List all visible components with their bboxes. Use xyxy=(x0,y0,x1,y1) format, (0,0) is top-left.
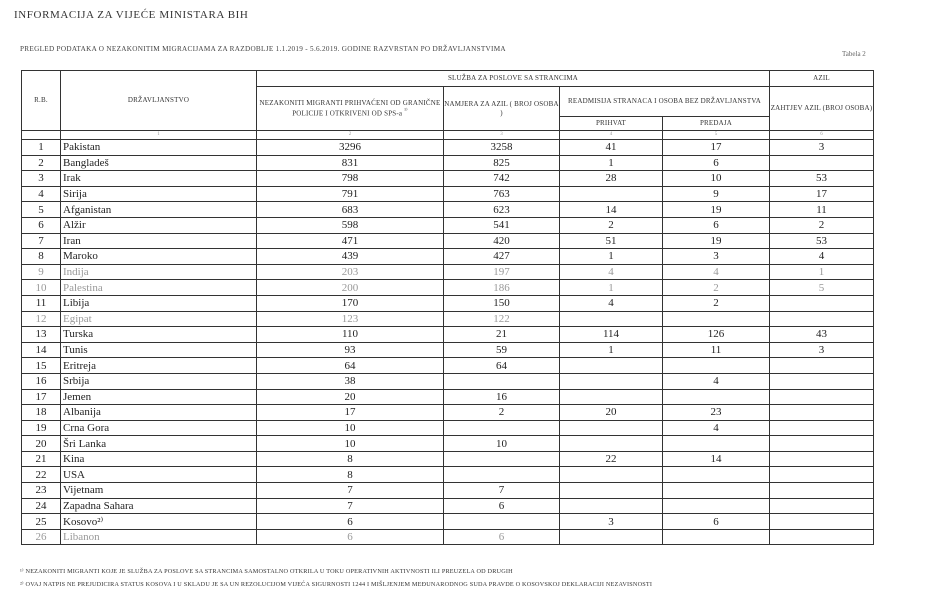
table-row xyxy=(22,249,874,265)
country-name: Šri Lanka xyxy=(61,436,257,452)
cell-namjera: 3258 xyxy=(444,140,560,156)
cell-predaja: 14 xyxy=(663,451,770,467)
cell-migranti: 38 xyxy=(257,373,444,389)
cell-prihvat: 20 xyxy=(560,405,663,421)
cell-predaja: 3 xyxy=(663,249,770,265)
row-number: 23 xyxy=(22,483,61,499)
cell-azil xyxy=(770,358,874,374)
row-number: 21 xyxy=(22,451,61,467)
cell-predaja: 19 xyxy=(663,202,770,218)
cell-namjera: 59 xyxy=(444,342,560,358)
cell-azil xyxy=(770,405,874,421)
table-row xyxy=(22,186,874,202)
table-row xyxy=(22,217,874,233)
row-number: 1 xyxy=(22,140,61,156)
cell-prihvat xyxy=(560,311,663,327)
col-header-sluzba: SLUŽBA ZA POSLOVE SA STRANCIMA xyxy=(257,71,770,87)
cell-migranti: 110 xyxy=(257,327,444,343)
table-row xyxy=(22,202,874,218)
cell-azil xyxy=(770,155,874,171)
cell-predaja: 9 xyxy=(663,186,770,202)
table-row xyxy=(22,436,874,452)
row-number: 2 xyxy=(22,155,61,171)
document-header: INFORMACIJA ZA VIJEĆE MINISTARA BIH xyxy=(14,9,249,21)
row-number: 17 xyxy=(22,389,61,405)
cell-migranti: 10 xyxy=(257,420,444,436)
cell-predaja: 6 xyxy=(663,155,770,171)
cell-namjera xyxy=(444,514,560,530)
cell-migranti: 17 xyxy=(257,405,444,421)
cell-prihvat: 4 xyxy=(560,295,663,311)
document-subtitle: PREGLED PODATAKA O NEZAKONITIM MIGRACIJAMA ZA RAZDOBLJE 1.1.2019 - 5.6.2019. GODINE RAZVRSTAN PO DRŽAVLJANSTVIMA xyxy=(20,45,506,53)
cell-prihvat xyxy=(560,420,663,436)
cell-prihvat: 28 xyxy=(560,171,663,187)
row-number: 9 xyxy=(22,264,61,280)
col-number: 5 xyxy=(663,131,770,140)
cell-namjera: 197 xyxy=(444,264,560,280)
table-row xyxy=(22,483,874,499)
cell-namjera: 10 xyxy=(444,436,560,452)
cell-predaja xyxy=(663,311,770,327)
cell-azil xyxy=(770,483,874,499)
cell-namjera xyxy=(444,467,560,483)
row-number: 26 xyxy=(22,529,61,545)
row-number: 25 xyxy=(22,514,61,530)
country-name: Iran xyxy=(61,233,257,249)
row-number: 13 xyxy=(22,327,61,343)
row-number: 24 xyxy=(22,498,61,514)
cell-migranti: 123 xyxy=(257,311,444,327)
cell-azil xyxy=(770,373,874,389)
table-row xyxy=(22,327,874,343)
cell-azil xyxy=(770,529,874,545)
country-name: Crna Gora xyxy=(61,420,257,436)
cell-azil xyxy=(770,451,874,467)
cell-migranti: 7 xyxy=(257,498,444,514)
cell-migranti: 791 xyxy=(257,186,444,202)
cell-azil xyxy=(770,467,874,483)
cell-namjera: 763 xyxy=(444,186,560,202)
table-row xyxy=(22,295,874,311)
cell-namjera xyxy=(444,451,560,467)
cell-migranti: 598 xyxy=(257,217,444,233)
row-number: 15 xyxy=(22,358,61,374)
row-number: 19 xyxy=(22,420,61,436)
cell-azil: 17 xyxy=(770,186,874,202)
table-row xyxy=(22,280,874,296)
cell-prihvat xyxy=(560,529,663,545)
cell-predaja: 10 xyxy=(663,171,770,187)
table-row xyxy=(22,264,874,280)
country-name: Egipat xyxy=(61,311,257,327)
country-name: Irak xyxy=(61,171,257,187)
cell-prihvat xyxy=(560,436,663,452)
cell-prihvat: 2 xyxy=(560,217,663,233)
col-number: 2 xyxy=(257,131,444,140)
cell-azil xyxy=(770,295,874,311)
cell-prihvat: 51 xyxy=(560,233,663,249)
country-name: Indija xyxy=(61,264,257,280)
cell-prihvat: 1 xyxy=(560,249,663,265)
cell-prihvat xyxy=(560,483,663,499)
table-row xyxy=(22,358,874,374)
cell-migranti: 8 xyxy=(257,467,444,483)
col-number: 3 xyxy=(444,131,560,140)
cell-azil: 11 xyxy=(770,202,874,218)
cell-predaja xyxy=(663,389,770,405)
country-name: Srbija xyxy=(61,373,257,389)
table-row xyxy=(22,389,874,405)
cell-migranti: 6 xyxy=(257,514,444,530)
country-name: Albanija xyxy=(61,405,257,421)
cell-migranti: 439 xyxy=(257,249,444,265)
col-header-prihvat: PRIHVAT xyxy=(560,117,663,131)
cell-migranti: 3296 xyxy=(257,140,444,156)
row-number: 16 xyxy=(22,373,61,389)
table-number-label: Tabela 2 xyxy=(842,50,866,58)
cell-azil: 53 xyxy=(770,233,874,249)
row-number: 3 xyxy=(22,171,61,187)
cell-migranti: 7 xyxy=(257,483,444,499)
table-row xyxy=(22,529,874,545)
table-row xyxy=(22,467,874,483)
cell-predaja: 6 xyxy=(663,217,770,233)
cell-namjera xyxy=(444,420,560,436)
col-header-migranti-text: NEZAKONITI MIGRANTI PRIHVAĆENI OD GRANIČNE POLICIJE I OTKRIVENI OD SPS-a xyxy=(259,99,441,118)
table-body xyxy=(22,140,874,545)
cell-predaja: 17 xyxy=(663,140,770,156)
cell-migranti: 200 xyxy=(257,280,444,296)
country-name: Alžir xyxy=(61,217,257,233)
cell-migranti: 8 xyxy=(257,451,444,467)
cell-azil xyxy=(770,498,874,514)
cell-azil: 2 xyxy=(770,217,874,233)
table-row xyxy=(22,140,874,156)
country-name: Sirija xyxy=(61,186,257,202)
cell-namjera: 2 xyxy=(444,405,560,421)
cell-predaja: 2 xyxy=(663,295,770,311)
cell-predaja: 6 xyxy=(663,514,770,530)
col-number: 1 xyxy=(61,131,257,140)
cell-namjera: 541 xyxy=(444,217,560,233)
cell-namjera: 623 xyxy=(444,202,560,218)
cell-predaja: 2 xyxy=(663,280,770,296)
country-name: Eritreja xyxy=(61,358,257,374)
cell-predaja xyxy=(663,498,770,514)
cell-namjera: 742 xyxy=(444,171,560,187)
cell-namjera: 16 xyxy=(444,389,560,405)
cell-azil: 53 xyxy=(770,171,874,187)
table-row xyxy=(22,514,874,530)
col-header-drzavljanstvo: DRŽAVLJANSTVO xyxy=(61,71,257,131)
cell-prihvat xyxy=(560,358,663,374)
row-number: 20 xyxy=(22,436,61,452)
cell-predaja: 4 xyxy=(663,373,770,389)
col-number: 4 xyxy=(560,131,663,140)
cell-migranti: 831 xyxy=(257,155,444,171)
country-name: Libanon xyxy=(61,529,257,545)
cell-namjera: 186 xyxy=(444,280,560,296)
table-row xyxy=(22,373,874,389)
row-number: 5 xyxy=(22,202,61,218)
col-number: 6 xyxy=(770,131,874,140)
col-header-predaja: PREDAJA xyxy=(663,117,770,131)
country-name: Libija xyxy=(61,295,257,311)
table-row xyxy=(22,498,874,514)
cell-azil xyxy=(770,420,874,436)
cell-predaja xyxy=(663,483,770,499)
cell-predaja xyxy=(663,436,770,452)
country-name: Vijetnam xyxy=(61,483,257,499)
cell-azil: 1 xyxy=(770,264,874,280)
country-name: Maroko xyxy=(61,249,257,265)
country-name: Turska xyxy=(61,327,257,343)
cell-namjera: 6 xyxy=(444,498,560,514)
cell-azil: 5 xyxy=(770,280,874,296)
footnote-ref-1: ¹⁾ xyxy=(404,107,408,114)
cell-prihvat: 114 xyxy=(560,327,663,343)
row-number: 12 xyxy=(22,311,61,327)
cell-azil xyxy=(770,436,874,452)
cell-predaja: 4 xyxy=(663,264,770,280)
cell-azil xyxy=(770,311,874,327)
col-header-azil: AZIL xyxy=(770,71,874,87)
cell-prihvat: 41 xyxy=(560,140,663,156)
cell-prihvat: 4 xyxy=(560,264,663,280)
cell-predaja xyxy=(663,529,770,545)
footnote-1: ¹⁾ NEZAKONITI MIGRANTI KOJE JE SLUŽBA ZA POSLOVE SA STRANCIMA SAMOSTALNO OTKRILA U TOKU OPERATIVNIH AKTIVNOSTI ILI PREUZELA OD DRUGIH xyxy=(20,568,513,575)
cell-prihvat: 1 xyxy=(560,280,663,296)
cell-azil: 4 xyxy=(770,249,874,265)
cell-predaja: 4 xyxy=(663,420,770,436)
cell-namjera: 21 xyxy=(444,327,560,343)
row-number: 4 xyxy=(22,186,61,202)
cell-azil: 3 xyxy=(770,140,874,156)
cell-namjera: 150 xyxy=(444,295,560,311)
country-name: Jemen xyxy=(61,389,257,405)
cell-prihvat xyxy=(560,373,663,389)
cell-migranti: 170 xyxy=(257,295,444,311)
cell-prihvat: 3 xyxy=(560,514,663,530)
table-row xyxy=(22,311,874,327)
cell-migranti: 93 xyxy=(257,342,444,358)
table-row xyxy=(22,233,874,249)
cell-prihvat xyxy=(560,186,663,202)
footnote-2: ²⁾ OVAJ NATPIS NE PREJUDICIRA STATUS KOSOVA I U SKLADU JE SA UN REZOLUCIJOM VIJEĆA SIGURNOSTI 1244 I MIŠLJENJEM MEĐUNARODNOG SUDA PRAVDE O KOSOVSKOJ DEKLARACIJI NEZAVISNOSTI xyxy=(20,581,653,588)
row-number: 14 xyxy=(22,342,61,358)
country-name: Kina xyxy=(61,451,257,467)
table-row xyxy=(22,342,874,358)
country-name: USA xyxy=(61,467,257,483)
country-name: Tunis xyxy=(61,342,257,358)
country-name: Zapadna Sahara xyxy=(61,498,257,514)
cell-predaja: 23 xyxy=(663,405,770,421)
country-name: Kosovo²⁾ xyxy=(61,514,257,530)
cell-prihvat: 1 xyxy=(560,155,663,171)
row-number: 6 xyxy=(22,217,61,233)
cell-migranti: 64 xyxy=(257,358,444,374)
cell-predaja: 11 xyxy=(663,342,770,358)
cell-migranti: 6 xyxy=(257,529,444,545)
country-name: Pakistan xyxy=(61,140,257,156)
row-number: 8 xyxy=(22,249,61,265)
country-name: Bangladeš xyxy=(61,155,257,171)
table-row xyxy=(22,420,874,436)
col-header-migranti xyxy=(257,87,444,131)
cell-prihvat xyxy=(560,467,663,483)
cell-predaja xyxy=(663,358,770,374)
cell-azil: 43 xyxy=(770,327,874,343)
col-header-namjera: NAMJERA ZA AZIL ( BROJ OSOBA ) xyxy=(444,87,560,131)
cell-prihvat: 14 xyxy=(560,202,663,218)
cell-migranti: 798 xyxy=(257,171,444,187)
cell-predaja: 126 xyxy=(663,327,770,343)
row-number: 11 xyxy=(22,295,61,311)
col-header-readmisija: READMISIJA STRANACA I OSOBA BEZ DRŽAVLJANSTVA xyxy=(560,87,770,117)
row-number: 22 xyxy=(22,467,61,483)
migration-table xyxy=(21,70,874,545)
cell-namjera: 6 xyxy=(444,529,560,545)
col-header-zahtjev: ZAHTJEV AZIL (BROJ OSOBA) xyxy=(770,87,874,131)
col-number xyxy=(22,131,61,140)
cell-namjera: 825 xyxy=(444,155,560,171)
cell-migranti: 203 xyxy=(257,264,444,280)
cell-namjera: 420 xyxy=(444,233,560,249)
cell-azil xyxy=(770,514,874,530)
cell-azil: 3 xyxy=(770,342,874,358)
cell-prihvat xyxy=(560,389,663,405)
cell-prihvat: 22 xyxy=(560,451,663,467)
cell-prihvat xyxy=(560,498,663,514)
table-row xyxy=(22,451,874,467)
cell-migranti: 471 xyxy=(257,233,444,249)
table-row xyxy=(22,155,874,171)
cell-predaja xyxy=(663,467,770,483)
col-header-rb: R.B. xyxy=(22,71,61,131)
country-name: Afganistan xyxy=(61,202,257,218)
cell-namjera: 427 xyxy=(444,249,560,265)
cell-migranti: 10 xyxy=(257,436,444,452)
table-row xyxy=(22,171,874,187)
table-row xyxy=(22,405,874,421)
country-name: Palestina xyxy=(61,280,257,296)
cell-migranti: 20 xyxy=(257,389,444,405)
cell-namjera: 122 xyxy=(444,311,560,327)
row-number: 7 xyxy=(22,233,61,249)
cell-azil xyxy=(770,389,874,405)
cell-prihvat: 1 xyxy=(560,342,663,358)
cell-namjera: 64 xyxy=(444,358,560,374)
cell-namjera: 7 xyxy=(444,483,560,499)
cell-migranti: 683 xyxy=(257,202,444,218)
row-number: 18 xyxy=(22,405,61,421)
cell-predaja: 19 xyxy=(663,233,770,249)
cell-namjera xyxy=(444,373,560,389)
row-number: 10 xyxy=(22,280,61,296)
